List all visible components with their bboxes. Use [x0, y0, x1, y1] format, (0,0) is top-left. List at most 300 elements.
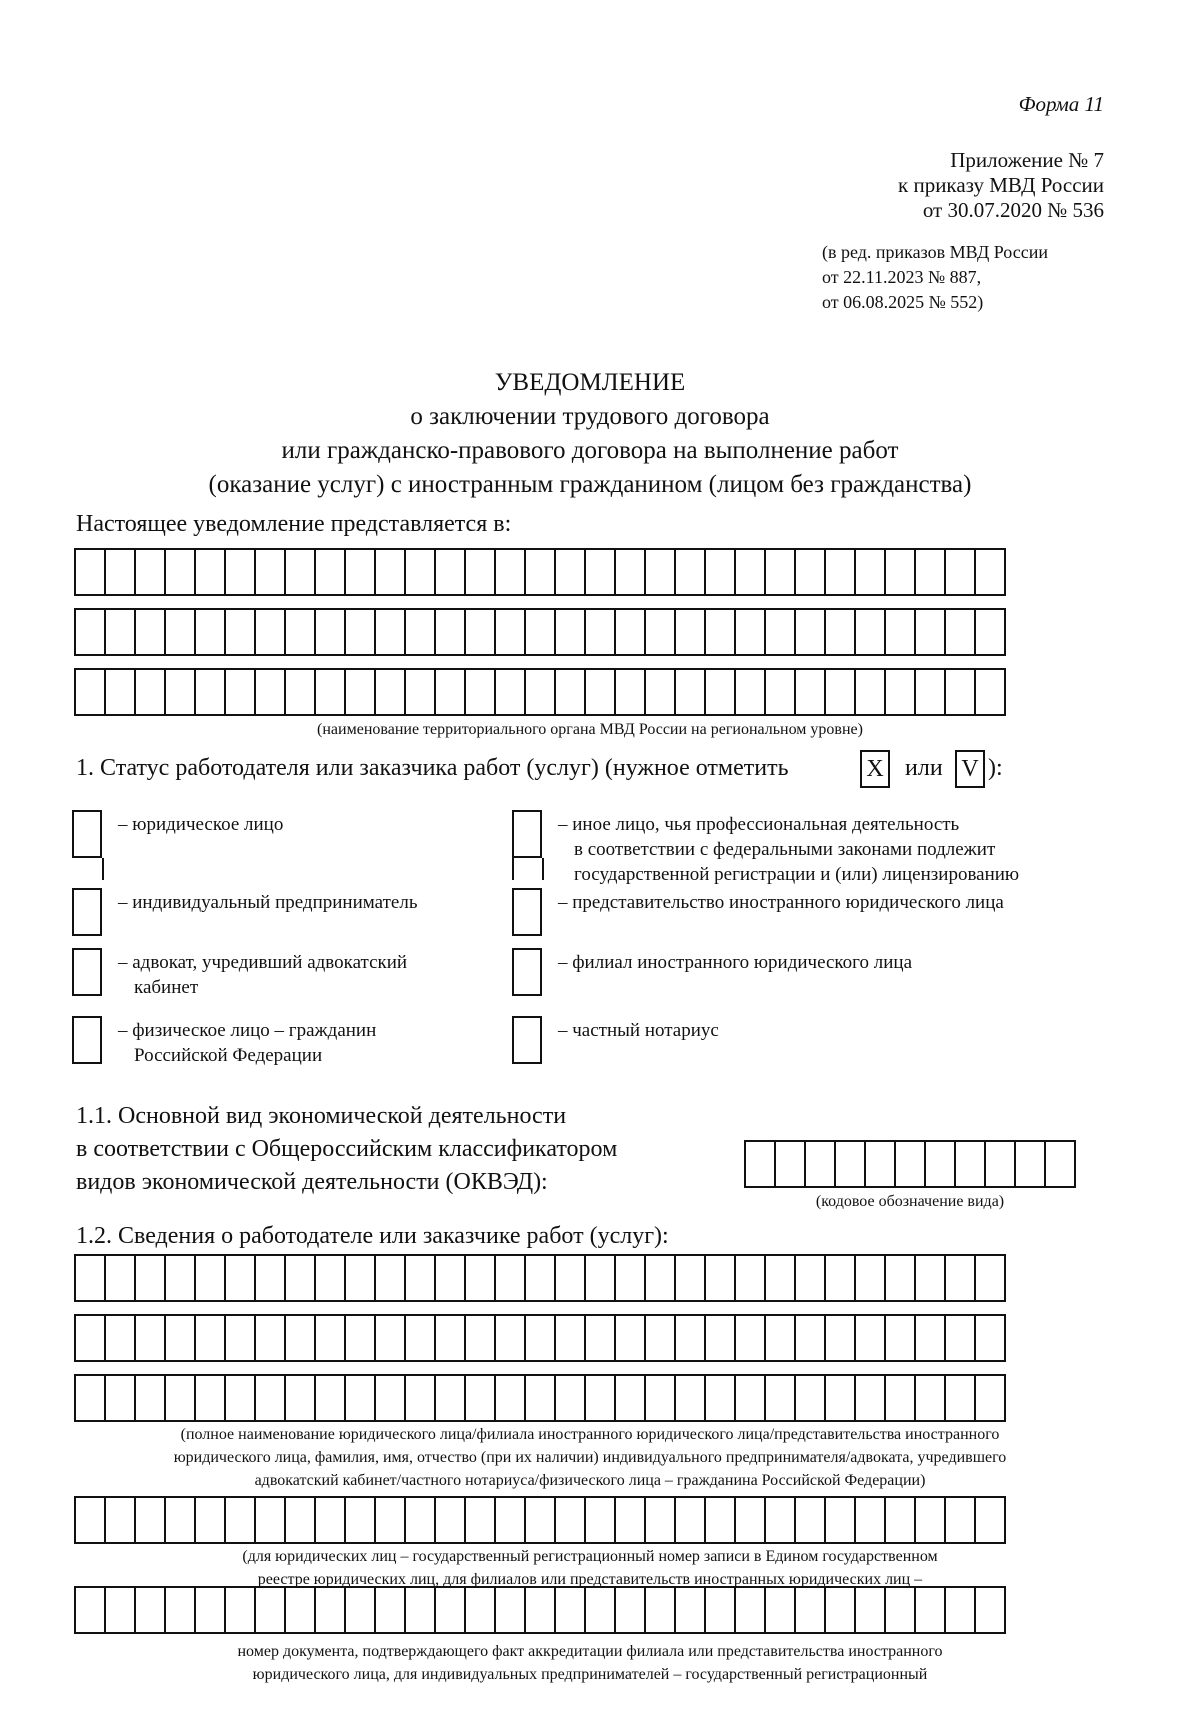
grid-cell[interactable]: [196, 1586, 226, 1634]
grid-cell[interactable]: [106, 1374, 136, 1422]
checkbox-divider: [512, 858, 514, 880]
grid-cell[interactable]: [766, 1254, 796, 1302]
grid-cell[interactable]: [556, 548, 586, 596]
grid-cell[interactable]: [976, 668, 1006, 716]
grid-cell[interactable]: [796, 1314, 826, 1362]
grid-cell[interactable]: [836, 1140, 866, 1188]
grid-cell[interactable]: [886, 1496, 916, 1544]
grid-cell[interactable]: [946, 608, 976, 656]
grid-cell[interactable]: [526, 1314, 556, 1362]
grid-cell[interactable]: [586, 548, 616, 596]
grid-cell[interactable]: [826, 1374, 856, 1422]
appendix-line: к приказу МВД России: [898, 173, 1104, 197]
grid-cell[interactable]: [766, 1586, 796, 1634]
grid-cell[interactable]: [436, 1254, 466, 1302]
grid-cell[interactable]: [376, 668, 406, 716]
grid-cell[interactable]: [496, 1254, 526, 1302]
grid-cell[interactable]: [466, 608, 496, 656]
grid-cell[interactable]: [646, 1254, 676, 1302]
checkbox-notary[interactable]: [512, 1016, 542, 1064]
grid-cell[interactable]: [856, 668, 886, 716]
grid-cell[interactable]: [346, 608, 376, 656]
grid-cell[interactable]: [916, 1496, 946, 1544]
grid-cell[interactable]: [676, 1314, 706, 1362]
employer-name-grid-row-1[interactable]: [74, 1254, 1006, 1302]
grid-cell[interactable]: [466, 1374, 496, 1422]
grid-cell[interactable]: [436, 1314, 466, 1362]
option-line: – адвокат, учредивший адвокатский: [118, 952, 408, 973]
grid-cell[interactable]: [406, 1314, 436, 1362]
grid-cell[interactable]: [616, 548, 646, 596]
grid-cell[interactable]: [496, 1496, 526, 1544]
grid-cell[interactable]: [946, 1254, 976, 1302]
grid-cell[interactable]: [376, 1496, 406, 1544]
grid-cell[interactable]: [586, 668, 616, 716]
grid-cell[interactable]: [916, 1254, 946, 1302]
grid-cell[interactable]: [136, 1586, 166, 1634]
grid-cell[interactable]: [886, 1586, 916, 1634]
employer-name-grid-row-2[interactable]: [74, 1314, 1006, 1362]
grid-cell[interactable]: [706, 668, 736, 716]
grid-cell[interactable]: [856, 1496, 886, 1544]
option-line: кабинет: [134, 977, 199, 998]
grid-cell[interactable]: [526, 1374, 556, 1422]
grid-cell[interactable]: [256, 668, 286, 716]
grid-cell[interactable]: [286, 548, 316, 596]
grid-cell[interactable]: [956, 1140, 986, 1188]
grid-cell[interactable]: [436, 608, 466, 656]
grid-cell[interactable]: [646, 1314, 676, 1362]
grid-cell[interactable]: [466, 668, 496, 716]
or-label: или: [905, 755, 943, 781]
grid-cell[interactable]: [166, 1254, 196, 1302]
grid-cell[interactable]: [586, 1586, 616, 1634]
grid-cell[interactable]: [76, 548, 106, 596]
grid-cell[interactable]: [856, 608, 886, 656]
grid-cell[interactable]: [106, 1586, 136, 1634]
grid-cell[interactable]: [946, 1586, 976, 1634]
grid-cell[interactable]: [736, 1314, 766, 1362]
grid-cell[interactable]: [376, 548, 406, 596]
grid-cell[interactable]: [766, 548, 796, 596]
grid-cell[interactable]: [706, 608, 736, 656]
grid-cell[interactable]: [76, 668, 106, 716]
grid-cell[interactable]: [976, 1254, 1006, 1302]
registration-grid-row-1[interactable]: [74, 1496, 1006, 1544]
grid-cell[interactable]: [226, 1496, 256, 1544]
grid-cell[interactable]: [436, 1374, 466, 1422]
grid-cell[interactable]: [196, 1314, 226, 1362]
edition-line: (в ред. приказов МВД России: [822, 242, 1048, 262]
grid-cell[interactable]: [496, 668, 526, 716]
grid-cell[interactable]: [796, 608, 826, 656]
grid-cell[interactable]: [136, 1314, 166, 1362]
grid-cell[interactable]: [76, 608, 106, 656]
grid-cell[interactable]: [976, 1314, 1006, 1362]
grid-cell[interactable]: [856, 1586, 886, 1634]
grid-cell[interactable]: [286, 668, 316, 716]
grid-cell[interactable]: [256, 548, 286, 596]
grid-cell[interactable]: [256, 1254, 286, 1302]
grid-cell[interactable]: [316, 1314, 346, 1362]
grid-cell[interactable]: [256, 608, 286, 656]
grid-cell[interactable]: [376, 1586, 406, 1634]
grid-cell[interactable]: [346, 1586, 376, 1634]
grid-cell[interactable]: [556, 1314, 586, 1362]
grid-cell[interactable]: [736, 1254, 766, 1302]
grid-cell[interactable]: [706, 548, 736, 596]
grid-cell[interactable]: [856, 548, 886, 596]
grid-cell[interactable]: [196, 1374, 226, 1422]
grid-cell[interactable]: [226, 608, 256, 656]
grid-cell[interactable]: [976, 608, 1006, 656]
grid-cell[interactable]: [466, 1314, 496, 1362]
section1-1-line: в соответствии с Общероссийским классификатором: [76, 1136, 618, 1162]
grid-cell[interactable]: [406, 1496, 436, 1544]
mark-v-example: V: [955, 750, 985, 788]
grid-cell[interactable]: [676, 548, 706, 596]
grid-cell[interactable]: [346, 668, 376, 716]
grid-cell[interactable]: [586, 1374, 616, 1422]
grid-cell[interactable]: [316, 668, 346, 716]
grid-cell[interactable]: [406, 608, 436, 656]
grid-cell[interactable]: [586, 1314, 616, 1362]
grid-cell[interactable]: [286, 608, 316, 656]
grid-cell[interactable]: [766, 668, 796, 716]
grid-cell[interactable]: [136, 548, 166, 596]
grid-cell[interactable]: [766, 1314, 796, 1362]
grid-cell[interactable]: [926, 1140, 956, 1188]
grid-cell[interactable]: [346, 548, 376, 596]
option-line: – иное лицо, чья профессиональная деятельность: [558, 814, 960, 835]
grid-cell[interactable]: [796, 1496, 826, 1544]
grid-cell[interactable]: [166, 1374, 196, 1422]
grid-cell[interactable]: [776, 1140, 806, 1188]
grid-cell[interactable]: [976, 548, 1006, 596]
grid-cell[interactable]: [226, 1254, 256, 1302]
grid-cell[interactable]: [746, 1140, 776, 1188]
appendix-block: [898, 148, 1104, 223]
grid-cell[interactable]: [166, 668, 196, 716]
grid-cell[interactable]: [316, 1496, 346, 1544]
grid-cell[interactable]: [986, 1140, 1016, 1188]
grid-cell[interactable]: [556, 668, 586, 716]
grid-cell[interactable]: [766, 1496, 796, 1544]
grid-cell[interactable]: [136, 1254, 166, 1302]
grid-cell[interactable]: [946, 1374, 976, 1422]
grid-cell[interactable]: [586, 1254, 616, 1302]
grid-cell[interactable]: [766, 608, 796, 656]
grid-cell[interactable]: [196, 608, 226, 656]
grid-cell[interactable]: [466, 1586, 496, 1634]
grid-cell[interactable]: [706, 1496, 736, 1544]
grid-cell[interactable]: [526, 548, 556, 596]
option-citizen: [118, 1018, 376, 1068]
grid-cell[interactable]: [916, 548, 946, 596]
grid-cell[interactable]: [466, 1496, 496, 1544]
checkbox-foreign-branch[interactable]: [512, 948, 542, 996]
grid-cell[interactable]: [286, 1314, 316, 1362]
grid-cell[interactable]: [316, 548, 346, 596]
grid-cell[interactable]: [856, 1314, 886, 1362]
grid-cell[interactable]: [676, 1254, 706, 1302]
grid-cell[interactable]: [616, 1314, 646, 1362]
grid-cell[interactable]: [556, 1586, 586, 1634]
grid-cell[interactable]: [706, 1254, 736, 1302]
grid-cell[interactable]: [616, 668, 646, 716]
grid-cell[interactable]: [796, 668, 826, 716]
grid-cell[interactable]: [916, 608, 946, 656]
grid-cell[interactable]: [806, 1140, 836, 1188]
grid-cell[interactable]: [436, 1586, 466, 1634]
grid-cell[interactable]: [646, 668, 676, 716]
grid-cell[interactable]: [526, 1586, 556, 1634]
option-foreign-branch: [558, 950, 912, 975]
registration-grid-row-2[interactable]: [74, 1586, 1006, 1634]
grid-cell[interactable]: [976, 1374, 1006, 1422]
edition-line: от 06.08.2025 № 552): [822, 292, 984, 312]
grid-cell[interactable]: [286, 1374, 316, 1422]
grid-cell[interactable]: [406, 1586, 436, 1634]
grid-cell[interactable]: [916, 1314, 946, 1362]
grid-cell[interactable]: [166, 1314, 196, 1362]
grid-cell[interactable]: [256, 1496, 286, 1544]
grid-cell[interactable]: [376, 1254, 406, 1302]
grid-cell[interactable]: [196, 548, 226, 596]
grid-cell[interactable]: [706, 1586, 736, 1634]
grid-cell[interactable]: [406, 548, 436, 596]
document-title: [0, 366, 1180, 502]
grid-cell[interactable]: [226, 1314, 256, 1362]
grid-cell[interactable]: [946, 1496, 976, 1544]
title-main: УВЕДОМЛЕНИЕ: [494, 369, 686, 396]
checkbox-foreign-representation[interactable]: [512, 888, 542, 936]
grid-cell[interactable]: [826, 1314, 856, 1362]
grid-cell[interactable]: [436, 548, 466, 596]
grid-cell[interactable]: [76, 1254, 106, 1302]
grid-cell[interactable]: [826, 608, 856, 656]
option-other-licensed: [558, 812, 1019, 887]
grid-cell[interactable]: [856, 1374, 886, 1422]
grid-cell[interactable]: [166, 548, 196, 596]
grid-cell[interactable]: [526, 1254, 556, 1302]
okved-grid[interactable]: [744, 1140, 1076, 1188]
grid-cell[interactable]: [286, 1254, 316, 1302]
checkbox-legal-entity[interactable]: [72, 810, 102, 858]
grid-cell[interactable]: [76, 1496, 106, 1544]
grid-cell[interactable]: [886, 1314, 916, 1362]
grid-cell[interactable]: [766, 1374, 796, 1422]
grid-cell[interactable]: [526, 608, 556, 656]
title-line: о заключении трудового договора: [410, 403, 770, 430]
grid-cell[interactable]: [256, 1374, 286, 1422]
grid-cell[interactable]: [256, 1586, 286, 1634]
grid-cell[interactable]: [526, 1496, 556, 1544]
grid-cell[interactable]: [106, 668, 136, 716]
grid-cell[interactable]: [646, 608, 676, 656]
grid-cell[interactable]: [136, 668, 166, 716]
grid-cell[interactable]: [736, 668, 766, 716]
grid-cell[interactable]: [226, 1374, 256, 1422]
grid-cell[interactable]: [826, 1254, 856, 1302]
grid-cell[interactable]: [916, 1586, 946, 1634]
grid-cell[interactable]: [676, 668, 706, 716]
grid-cell[interactable]: [826, 1496, 856, 1544]
grid-cell[interactable]: [496, 1586, 526, 1634]
grid-cell[interactable]: [736, 608, 766, 656]
grid-cell[interactable]: [1016, 1140, 1046, 1188]
grid-cell[interactable]: [826, 668, 856, 716]
grid-cell[interactable]: [436, 668, 466, 716]
section1-2-heading: 1.2. Сведения о работодателе или заказчике работ (услуг):: [76, 1223, 669, 1249]
grid-cell[interactable]: [556, 1254, 586, 1302]
checkbox-individual-entrepreneur[interactable]: [72, 888, 102, 936]
grid-cell[interactable]: [616, 1254, 646, 1302]
grid-cell[interactable]: [706, 1314, 736, 1362]
grid-cell[interactable]: [886, 1254, 916, 1302]
grid-cell[interactable]: [976, 1496, 1006, 1544]
grid-cell[interactable]: [316, 1586, 346, 1634]
grid-cell[interactable]: [316, 608, 346, 656]
grid-cell[interactable]: [136, 1496, 166, 1544]
grid-cell[interactable]: [76, 1374, 106, 1422]
grid-cell[interactable]: [346, 1254, 376, 1302]
grid-cell[interactable]: [976, 1586, 1006, 1634]
grid-cell[interactable]: [106, 608, 136, 656]
grid-cell[interactable]: [76, 1586, 106, 1634]
grid-cell[interactable]: [556, 1496, 586, 1544]
grid-cell[interactable]: [226, 668, 256, 716]
grid-cell[interactable]: [706, 1374, 736, 1422]
grid-cell[interactable]: [646, 548, 676, 596]
grid-cell[interactable]: [796, 1254, 826, 1302]
grid-cell[interactable]: [826, 1586, 856, 1634]
grid-cell[interactable]: [556, 608, 586, 656]
grid-cell[interactable]: [916, 1374, 946, 1422]
grid-cell[interactable]: [406, 668, 436, 716]
grid-cell[interactable]: [406, 1374, 436, 1422]
grid-cell[interactable]: [196, 1496, 226, 1544]
grid-cell[interactable]: [946, 548, 976, 596]
grid-cell[interactable]: [346, 1314, 376, 1362]
grid-cell[interactable]: [1046, 1140, 1076, 1188]
grid-cell[interactable]: [406, 1254, 436, 1302]
grid-cell[interactable]: [106, 548, 136, 596]
checkbox-citizen[interactable]: [72, 1016, 102, 1064]
grid-cell[interactable]: [346, 1496, 376, 1544]
grid-cell[interactable]: [646, 1374, 676, 1422]
grid-cell[interactable]: [286, 1586, 316, 1634]
grid-cell[interactable]: [676, 608, 706, 656]
title-line: (оказание услуг) с иностранным гражданином (лицом без гражданства): [208, 471, 972, 498]
grid-cell[interactable]: [616, 1586, 646, 1634]
grid-cell[interactable]: [796, 548, 826, 596]
grid-cell[interactable]: [496, 1374, 526, 1422]
grid-cell[interactable]: [826, 548, 856, 596]
grid-cell[interactable]: [586, 608, 616, 656]
authority-grid-row-2[interactable]: [74, 608, 1006, 656]
grid-cell[interactable]: [886, 668, 916, 716]
grid-cell[interactable]: [646, 1496, 676, 1544]
grid-cell[interactable]: [376, 1374, 406, 1422]
grid-cell[interactable]: [136, 608, 166, 656]
grid-cell[interactable]: [946, 1314, 976, 1362]
grid-cell[interactable]: [226, 548, 256, 596]
grid-cell[interactable]: [166, 1496, 196, 1544]
grid-cell[interactable]: [376, 608, 406, 656]
option-legal-entity: [118, 812, 283, 837]
grid-cell[interactable]: [856, 1254, 886, 1302]
grid-cell[interactable]: [436, 1496, 466, 1544]
authority-grid-row-1[interactable]: [74, 548, 1006, 596]
checkbox-other-licensed[interactable]: [512, 810, 542, 858]
title-line: или гражданско-правового договора на выполнение работ: [281, 437, 899, 464]
grid-cell[interactable]: [736, 1586, 766, 1634]
grid-cell[interactable]: [166, 1586, 196, 1634]
grid-cell[interactable]: [916, 668, 946, 716]
grid-cell[interactable]: [226, 1586, 256, 1634]
grid-cell[interactable]: [556, 1374, 586, 1422]
grid-cell[interactable]: [676, 1496, 706, 1544]
grid-cell[interactable]: [106, 1496, 136, 1544]
grid-cell[interactable]: [646, 1586, 676, 1634]
grid-cell[interactable]: [196, 668, 226, 716]
grid-cell[interactable]: [616, 608, 646, 656]
grid-cell[interactable]: [946, 668, 976, 716]
grid-cell[interactable]: [106, 1254, 136, 1302]
grid-cell[interactable]: [796, 1374, 826, 1422]
grid-cell[interactable]: [866, 1140, 896, 1188]
option-line: – частный нотариус: [558, 1020, 719, 1041]
grid-cell[interactable]: [166, 608, 196, 656]
authority-grid-row-3[interactable]: [74, 668, 1006, 716]
grid-cell[interactable]: [886, 608, 916, 656]
grid-cell[interactable]: [526, 668, 556, 716]
grid-cell[interactable]: [316, 1254, 346, 1302]
checkbox-lawyer[interactable]: [72, 948, 102, 996]
grid-cell[interactable]: [106, 1314, 136, 1362]
registration-caption: [74, 1545, 1106, 1591]
grid-cell[interactable]: [466, 548, 496, 596]
grid-cell[interactable]: [466, 1254, 496, 1302]
grid-cell[interactable]: [496, 1314, 526, 1362]
grid-cell[interactable]: [496, 608, 526, 656]
grid-cell[interactable]: [736, 1374, 766, 1422]
grid-cell[interactable]: [256, 1314, 286, 1362]
grid-cell[interactable]: [286, 1496, 316, 1544]
grid-cell[interactable]: [616, 1496, 646, 1544]
grid-cell[interactable]: [496, 548, 526, 596]
grid-cell[interactable]: [796, 1586, 826, 1634]
employer-name-grid-row-3[interactable]: [74, 1374, 1006, 1422]
grid-cell[interactable]: [896, 1140, 926, 1188]
grid-cell[interactable]: [346, 1374, 376, 1422]
grid-cell[interactable]: [676, 1586, 706, 1634]
grid-cell[interactable]: [376, 1314, 406, 1362]
grid-cell[interactable]: [136, 1374, 166, 1422]
grid-cell[interactable]: [196, 1254, 226, 1302]
grid-cell[interactable]: [316, 1374, 346, 1422]
grid-cell[interactable]: [586, 1496, 616, 1544]
grid-cell[interactable]: [886, 1374, 916, 1422]
grid-cell[interactable]: [676, 1374, 706, 1422]
grid-cell[interactable]: [76, 1314, 106, 1362]
grid-cell[interactable]: [736, 1496, 766, 1544]
grid-cell[interactable]: [616, 1374, 646, 1422]
grid-cell[interactable]: [886, 548, 916, 596]
edition-note: [822, 240, 1048, 315]
grid-cell[interactable]: [736, 548, 766, 596]
